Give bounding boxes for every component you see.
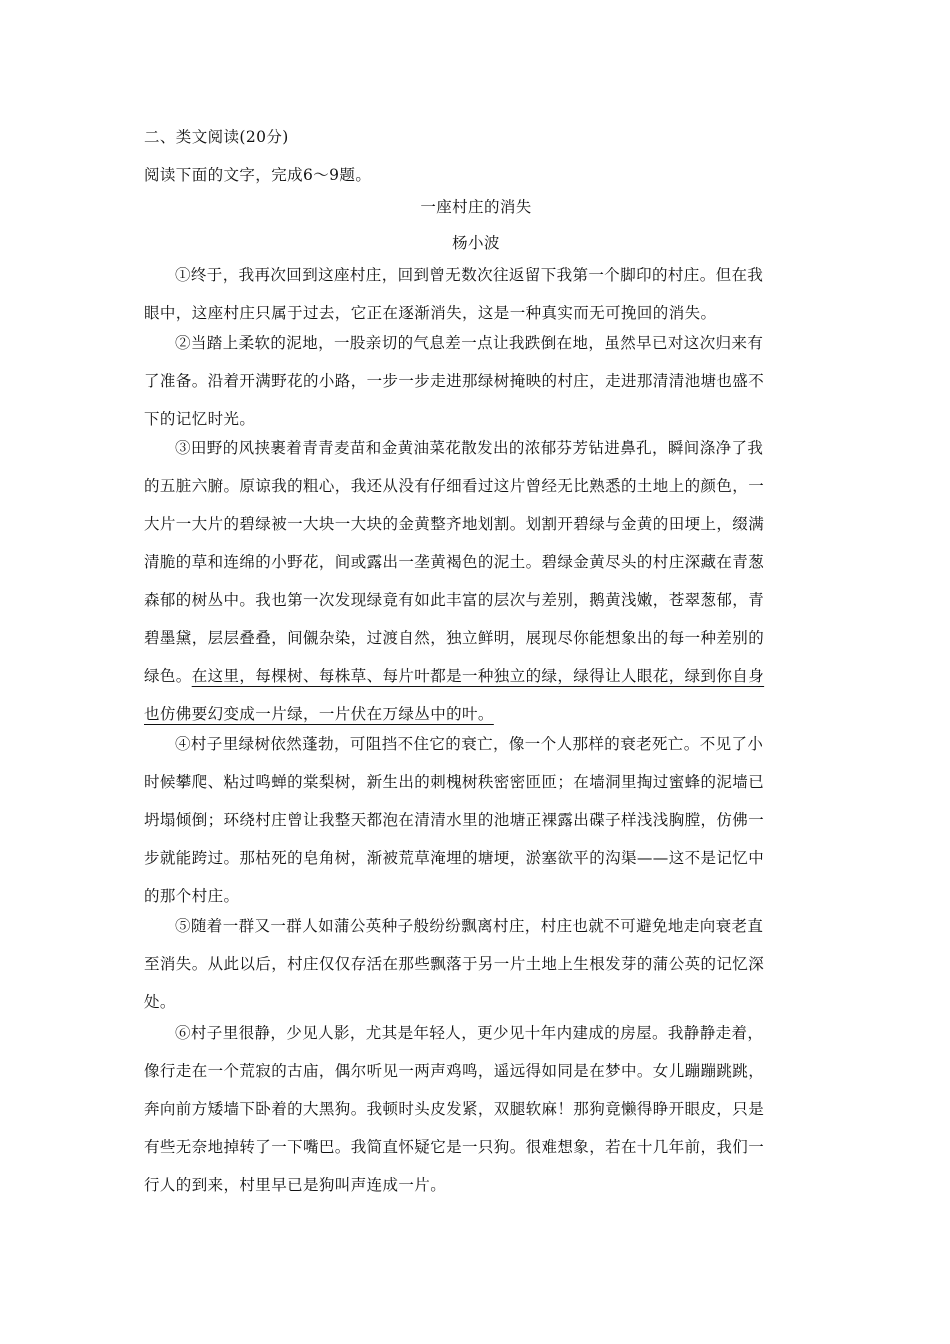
article-author: 杨小波 bbox=[452, 234, 500, 252]
paragraph-line: 了准备。沿着开满野花的小路，一步一步走进那绿树掩映的村庄，走进那清清池塘也盛不 bbox=[144, 372, 765, 390]
paragraph-line: 大片一大片的碧绿被一大块一大块的金黄整齐地划割。划割开碧绿与金黄的田埂上，缀满 bbox=[144, 515, 765, 533]
paragraph-line: 奔向前方矮墙下卧着的大黑狗。我顿时头皮发紧，双腿软麻！那狗竟懒得睁开眼皮，只是 bbox=[144, 1100, 765, 1118]
paragraph-line: 坍塌倾倒；环绕村庄曾让我整天都泡在清清水里的池塘正裸露出碟子样浅浅胸膛，仿佛一 bbox=[144, 811, 765, 829]
paragraph-line: 时候攀爬、粘过鸣蝉的棠梨树，新生出的刺槐树秩密密匝匝；在墙洞里掏过蜜蜂的泥墙已 bbox=[144, 773, 765, 791]
paragraph-line: 眼中，这座村庄只属于过去，它正在逐渐消失，这是一种真实而无可挽回的消失。 bbox=[144, 304, 717, 322]
paragraph-line: 的五脏六腑。原谅我的粗心，我还从没有仔细看过这片曾经无比熟悉的土地上的颜色，一 bbox=[144, 477, 765, 495]
paragraph-line: 行人的到来，村里早已是狗叫声连成一片。 bbox=[144, 1176, 447, 1194]
paragraph-line: ②当踏上柔软的泥地，一股亲切的气息差一点让我跌倒在地，虽然早已对这次归来有 bbox=[175, 334, 764, 352]
paragraph-line: ⑤随着一群又一群人如蒲公英种子般纷纷飘离村庄，村庄也就不可避免地走向衰老直 bbox=[175, 917, 764, 935]
paragraph-line bbox=[144, 657, 808, 695]
paragraph-line: 的那个村庄。 bbox=[144, 887, 240, 905]
paragraph-line: ⑥村子里很静，少见人影，尤其是年轻人，更少见十年内建成的房屋。我静静走着， bbox=[175, 1024, 764, 1042]
paragraph-line: 森郁的树丛中。我也第一次发现绿竟有如此丰富的层次与差别，鹅黄浅嫩，苍翠葱郁，青 bbox=[144, 591, 765, 609]
paragraph-line: 处。 bbox=[144, 993, 176, 1011]
paragraph-line: ③田野的风挟裹着青青麦苗和金黄油菜花散发出的浓郁芬芳钻进鼻孔，瞬间涤净了我 bbox=[175, 439, 764, 457]
paragraph-2 bbox=[144, 324, 808, 438]
paragraph-line: 碧墨黛，层层叠叠，间儭杂染，过渡自然，独立鲜明，展现尽你能想象出的每一种差别的 bbox=[144, 629, 765, 647]
plain-text: 绿色。 bbox=[144, 667, 192, 685]
paragraph-line: ①终于，我再次回到这座村庄，回到曾无数次往返留下我第一个脚印的村庄。但在我 bbox=[175, 266, 764, 284]
section-header bbox=[144, 118, 808, 194]
paragraph-line: 步就能跨过。那枯死的皂角树，渐被荒草淹埋的塘埂，淤塞欲平的沟渠——这不是记忆中 bbox=[144, 849, 765, 867]
paragraph-5 bbox=[144, 907, 808, 1021]
section-heading: 二、类文阅读(20分) bbox=[144, 128, 289, 146]
paragraph-line: ④村子里绿树依然蓬勃，可阻挡不住它的衰亡，像一个人那样的衰老死亡。不见了小 bbox=[175, 735, 764, 753]
article-header bbox=[144, 188, 808, 262]
paragraph-6 bbox=[144, 1014, 808, 1204]
paragraph-line: 至消失。从此以后，村庄仅仅存活在那些飘落于另一片土地上生根发芽的蒲公英的记忆深 bbox=[144, 955, 765, 973]
underlined-sentence: 在这里，每棵树、每株草、每片叶都是一种独立的绿，绿得让人眼花，绿到你自身 bbox=[191, 667, 765, 685]
paragraph-1 bbox=[144, 256, 808, 332]
paragraph-line: 清脆的草和连绵的小野花，间或露出一垄黄褐色的泥土。碧绿金黄尽头的村庄深藏在青葱 bbox=[144, 553, 765, 571]
reading-instruction: 阅读下面的文字，完成6～9题。 bbox=[144, 166, 372, 184]
paragraph-4 bbox=[144, 725, 808, 915]
paragraph-line: 下的记忆时光。 bbox=[144, 410, 256, 428]
paragraph-3 bbox=[144, 429, 808, 733]
underlined-sentence: 也仿佛要幻变成一片绿，一片伏在万绿丛中的叶。 bbox=[144, 705, 494, 723]
paragraph-line: 像行走在一个荒寂的古庙，偶尔听见一两声鸡鸣，遥远得如同是在梦中。女儿蹦蹦跳跳， bbox=[144, 1062, 765, 1080]
article-title: 一座村庄的消失 bbox=[420, 198, 532, 216]
paragraph-line: 有些无奈地掉转了一下嘴巴。我简直怀疑它是一只狗。很难想象，若在十几年前，我们一 bbox=[144, 1138, 765, 1156]
